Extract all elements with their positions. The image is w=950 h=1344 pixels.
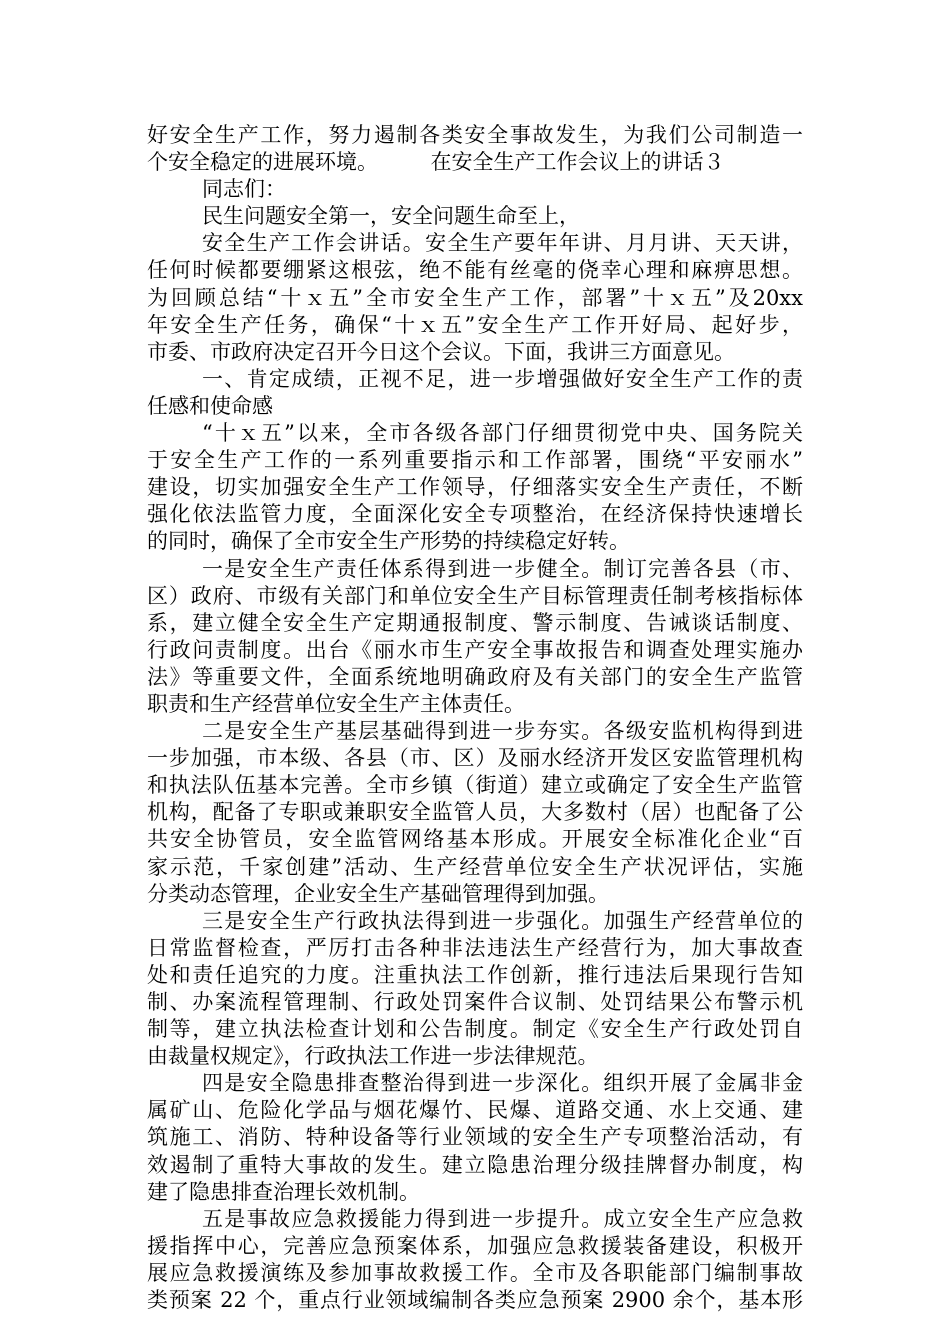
text-line: 由裁量权规定》，行政执法工作进一步法律规范。 [147,1044,599,1069]
text-line: 于安全生产工作的一系列重要指示和工作部署，围绕“平安丽水” [147,448,803,473]
text-line: 制等，建立执法检查计划和公告制度。制定《安全生产行政处罚自 [147,1017,803,1042]
text-line: 分类动态管理，企业安全生产基础管理得到加强。 [147,881,609,906]
paragraph-first-line: 四是安全隐患排查整治得到进一步深化。组织开展了金属非金 [202,1071,803,1096]
text-line: 效遏制了重特大事故的发生。建立隐患治理分级挂牌督办制度，构 [147,1152,803,1177]
text-line: 任何时候都要绷紧这根弦，绝不能有丝毫的侥幸心理和麻痹思想。 [147,258,803,283]
text-line: 类预案 22 个，重点行业领域编制各类应急预案 2900 余个，基本形 [147,1288,803,1313]
text-line: 建设，切实加强安全生产工作领导，仔细落实安全生产责任，不断 [147,475,803,500]
text-line: 建了隐患排查治理长效机制。 [147,1179,420,1204]
document-page [147,122,803,1314]
text-line: 和执法队伍基本完善。全市乡镇（街道）建立或确定了安全生产监管 [147,773,803,798]
text-line: 行政问责制度。出台《丽水市生产安全事故报告和调查处理实施办 [147,637,803,662]
text-line: 制、办案流程管理制、行政处罚案件合议制、处罚结果公布警示机 [147,990,803,1014]
text-line: 好安全生产工作，努力遏制各类安全事故发生，为我们公司制造一 [147,123,803,147]
text-line: 的同时，确保了全市安全生产形势的持续稳定好转。 [147,529,630,554]
text-line: 共安全协管员，安全监管网络基本形成。开展安全标准化企业“百 [147,827,803,852]
text-line: 展应急救援演练及参加事故救援工作。全市及各职能部门编制事故 [147,1260,803,1285]
text-line: 法》等重要文件，全面系统地明确政府及有关部门的安全生产监管 [147,664,803,689]
text-line: 职责和生产经营单位安全生产主体责任。 [147,691,525,716]
paragraph-first-line: 一是安全生产责任体系得到进一步健全。制订完善各县（市、 [202,556,803,581]
text-line: 强化依法监管力度，全面深化安全专项整治，在经济保持快速增长 [147,502,803,527]
text-line: 家示范，千家创建”活动、生产经营单位安全生产状况评估，实施 [147,854,803,879]
paragraph-first-line: 同志们： [202,177,286,202]
paragraph-first-line: 三是安全生产行政执法得到进一步强化。加强生产经营单位的 [202,908,803,933]
text-line: 一步加强，市本级、各县（市、区）及丽水经济开发区安监管理机构 [147,746,803,771]
text-line: 市委、市政府决定召开今日这个会议。下面，我讲三方面意见。 [147,339,735,364]
text-line: 区）政府、市级有关部门和单位安全生产目标管理责任制考核指标体 [147,583,803,608]
text-line: 个安全稳定的进展环境。 在安全生产工作会议上的讲话３ [147,150,725,175]
text-line: 日常监督检查，严厉打击各种非法违法生产经营行为，加大事故查 [147,935,803,960]
text-line: 为回顾总结“十ｘ五”全市安全生产工作，部署”十ｘ五”及20xx [147,285,803,310]
text-line: 任感和使命感 [147,393,273,418]
paragraph-first-line: 二是安全生产基层基础得到进一步夯实。各级安监机构得到进 [202,719,803,744]
text-line: 援指挥中心，完善应急预案体系，加强应急救援装备建设，积极开 [147,1233,803,1258]
text-line: 处和责任追究的力度。注重执法工作创新，推行违法后果现行告知 [147,962,803,987]
text-line: 系，建立健全安全生产定期通报制度、警示制度、告诫谈话制度、 [147,610,803,635]
paragraph-first-line: 一、肯定成绩，正视不足，进一步增强做好安全生产工作的责 [202,366,803,391]
text-line: 属矿山、危险化学品与烟花爆竹、民爆、道路交通、水上交通、建 [147,1098,803,1123]
paragraph-first-line: “十ｘ五”以来，全市各级各部门仔细贯彻党中央、国务院关 [202,421,803,446]
paragraph-first-line: 民生问题安全第一，安全问题生命至上， [202,204,580,229]
paragraph-first-line: 安全生产工作会讲话。安全生产要年年讲、月月讲、天天讲， [202,231,803,256]
text-line: 筑施工、消防、特种设备等行业领域的安全生产专项整治活动，有 [147,1125,803,1150]
paragraph-first-line: 五是事故应急救援能力得到进一步提升。成立安全生产应急救 [202,1206,803,1231]
text-line: 机构，配备了专职或兼职安全监管人员，大多数村（居）也配备了公 [147,800,803,825]
text-line: 年安全生产任务，确保“十ｘ五”安全生产工作开好局、起好步， [147,312,803,337]
